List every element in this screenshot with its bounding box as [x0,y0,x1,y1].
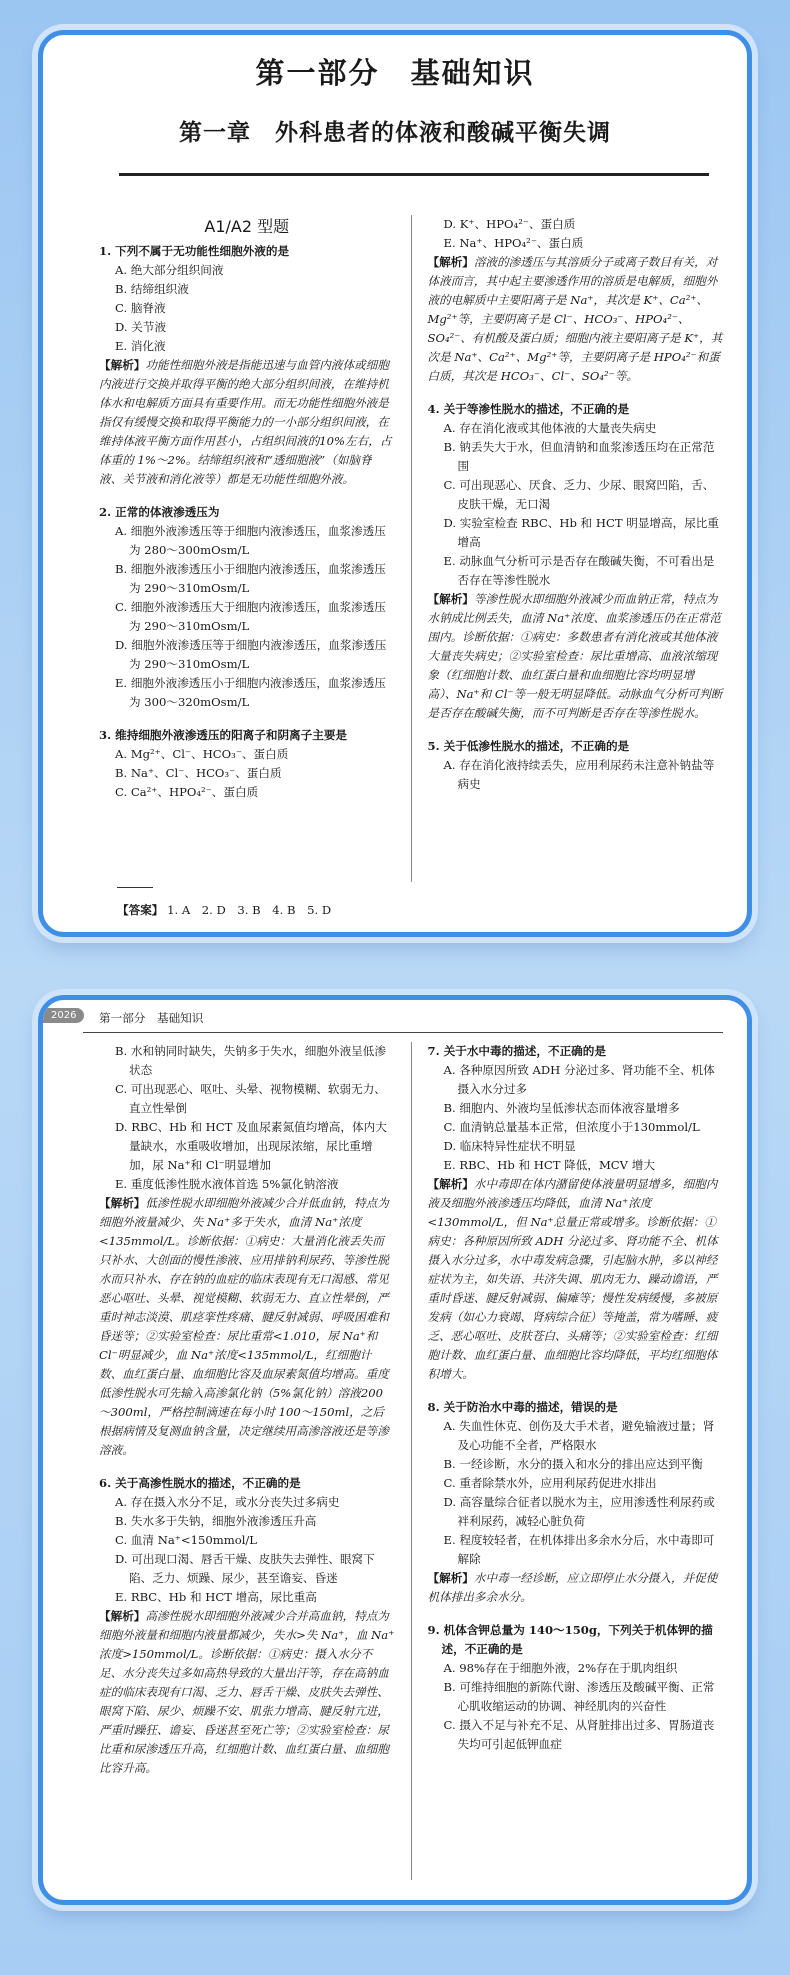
answer-tag: 【答案】 [117,903,164,917]
explanation [428,590,724,723]
question-stem: 3. 维持细胞外液渗透压的阳离子和阴离子主要是 [99,728,348,742]
answer-option: A. 细胞外液渗透压等于细胞内液渗透压，血浆渗透压为 280～300mOsm/L [115,524,386,557]
answer-key [117,902,331,918]
answer-option: C. 重者除禁水外，应用利尿药促进水排出 [443,1476,657,1490]
answer-option: C. 摄入不足与补充不足、从肾脏排出过多、胃肠道丧失均可引起低钾血症 [443,1718,715,1751]
page-card-2 [38,995,752,1905]
answer-option: B. 一经诊断，水分的摄入和水分的排出应达到平衡 [443,1457,703,1471]
answer-option: C. Ca²⁺、HPO₄²⁻、蛋白质 [115,785,259,799]
page1-left-questions [99,242,395,802]
answer-option: A. 各种原因所致 ADH 分泌过多、肾功能不全、机体摄入水分过多 [443,1063,715,1096]
answer-option: E. 消化液 [115,339,166,353]
explanation [99,1607,395,1778]
question [99,1474,395,1778]
question [428,1621,724,1754]
section-title: A1/A2 型题 [204,217,290,236]
question-stem: 9. 机体含钾总量为 140～150g，下列关于机体钾的描述，不正确的是 [427,1623,713,1656]
answer-option: E. 动脉血气分析可示是否存在酸碱失衡，不可看出是否存在等渗性脱水 [443,554,715,587]
answer-option: D. 细胞外液渗透压等于细胞内液渗透压，血浆渗透压为 290～310mOsm/L [115,638,387,671]
question-stem: 1. 下列不属于无功能性细胞外液的是 [99,244,290,258]
answer-option: A. 存在消化液或其他体液的大量丧失病史 [443,421,657,435]
question-stem: 2. 正常的体液渗透压为 [99,505,220,519]
explanation-text: 低渗性脱水即细胞外液减少合并低血钠，特点为细胞外液量减少、失 Na⁺多于失水，血清 Na⁺浓度<135mmol/L。诊断依据：①病史：大量消化液丢失而只补水、大创面的慢性渗液、应用排钠利尿药、等渗性脱水而只补水、存在钠的血症的临床表现有无口渴感、常见恶心呕吐、头晕、视觉模糊、软弱无力、直立性晕倒，严重时神志淡漠、肌痉挛性疼痛、腱反射减弱、呼吸困难和昏迷等；②实验室检查：尿比重常<1.010，尿 Na⁺和 Cl⁻明显减少，血 Na⁺浓度<135mmol/L，红细胞计数、血红蛋白量、血细胞比容及血尿素氮值均增高。重度低渗性脱水可先输入高渗氯化钠（5%氯化钠）溶液200～300ml，严格控制滴速在每小时 100～150ml，之后根据病情及复测血钠含量，决定继续用高渗溶液还是等渗溶液。 [99,1196,389,1457]
explanation [428,1569,724,1607]
explanation [428,1175,724,1384]
answer-option: C. 脑脊液 [115,301,166,315]
explanation-tag: 【解析】 [99,358,146,372]
answer-option: B. 钠丢失大于水，但血清钠和血浆渗透压均在正常范围 [443,440,715,473]
answer-option: D. 关节液 [115,320,167,334]
explanation-tag: 【解析】 [427,1571,474,1585]
running-header [43,1008,747,1030]
question [428,215,724,386]
answer-option: A. 绝大部分组织间液 [115,263,224,277]
page1-right-questions [428,215,724,794]
answer-option: B. 细胞外液渗透压小于细胞内液渗透压，血浆渗透压为 290～310mOsm/L [115,562,386,595]
question [99,1042,395,1460]
answer-option: D. 实验室检查 RBC、Hb 和 HCT 明显增高，尿比重增高 [443,516,719,549]
answer-option: A. 失血性休克、创伤及大手术者，避免输液过量；肾及心功能不全者，严格限水 [443,1419,715,1452]
answer-option: B. 失水多于失钠，细胞外液渗透压升高 [115,1514,317,1528]
question [428,400,724,723]
page2-left-column [99,1042,412,1880]
answer-option: D. RBC、Hb 和 HCT 及血尿素氮值均增高，体内大量缺水，水重吸收增加，出现尿浓缩，尿比重增加，尿 Na⁺和 Cl⁻明显增加 [115,1120,387,1172]
answer-option: D. 高容量综合征者以脱水为主，应用渗透性利尿药或袢利尿药，减轻心脏负荷 [443,1495,715,1528]
explanation-tag: 【解析】 [427,592,474,606]
chapter-title: 第一章 外科患者的体液和酸碱平衡失调 [179,119,611,146]
question [99,726,395,802]
page2-columns [99,1042,723,1880]
question-stem: 8. 关于防治水中毒的描述，错误的是 [427,1400,618,1414]
explanation-tag: 【解析】 [427,255,474,269]
explanation [99,356,395,489]
answer-divider [117,887,153,888]
question [428,1398,724,1607]
answer-option: E. Na⁺、HPO₄²⁻、蛋白质 [443,236,584,250]
explanation [428,253,724,386]
page1-left-column [99,215,412,882]
answer-option: E. RBC、Hb 和 HCT 增高，尿比重高 [115,1590,317,1604]
explanation-text: 水中毒一经诊断，应立即停止水分摄入，并促使机体排出多余水分。 [427,1571,718,1604]
answer-option: E. 程度较轻者，在机体排出多余水分后，水中毒即可解除 [443,1533,715,1566]
answer-option: C. 细胞外液渗透压大于细胞内液渗透压，血浆渗透压为 290～310mOsm/L [115,600,386,633]
page-badge: 2026 [43,1008,84,1023]
answer-option: E. 细胞外液渗透压小于细胞内液渗透压，血浆渗透压为 300～320mOsm/L [115,676,386,709]
explanation-text: 水中毒即在体内潴留使体液量明显增多，细胞内液及细胞外液渗透压均降低，血清 Na⁺浓度<130mmol/L，但 Na⁺总量正常或增多。诊断依据：①病史：各种原因所致 ADH 分泌过多、肾功能不全、机体摄入水分过多，水中毒发病急骤，引起脑水肿，多以神经症状为主，如失语、共济失调、肌肉无力、躁动谵语，严重时昏迷、腱反射减弱、偏瘫等；慢性发病缓慢，多被原发病（如心力衰竭、肾病综合征）等掩盖，常为嗜睡、疲乏、恶心呕吐、皮肤苍白、头痛等；②实验室检查：红细胞计数、血红蛋白量、血细胞比容均降低，平均红细胞体积增大。 [427,1177,718,1381]
explanation-text: 高渗性脱水即细胞外液减少合并高血钠，特点为细胞外液量和细胞内液量都减少，失水>失 Na⁺，血 Na⁺浓度>150mmol/L。诊断依据：①病史：摄入水分不足、水分丧失过多如高热导致的大量出汗等，存在高钠血症的临床表现有口渴、乏力、唇舌干燥、皮肤失去弹性、眼窝下陷、尿少、烦躁不安、肌张力增高、腱反射亢进，严重时躁狂、谵妄、昏迷甚至死亡等；②实验室检查：尿比重和尿渗透压升高，红细胞计数、血红蛋白量、血细胞比容升高。 [99,1609,395,1775]
explanation-tag: 【解析】 [427,1177,474,1191]
answer-option: C. 血清 Na⁺<150mmol/L [115,1533,258,1547]
answer-option: C. 可出现恶心、呕吐、头晕、视物模糊、软弱无力、直立性晕倒 [115,1082,386,1115]
answer-option: D. K⁺、HPO₄²⁻、蛋白质 [443,217,576,231]
answer-option: A. 98%存在于细胞外液，2%存在于肌肉组织 [443,1661,678,1675]
question [428,1042,724,1384]
answer-option: A. 存在消化液持续丢失，应用利尿药未注意补钠盐等病史 [443,758,715,791]
page2-right-column [412,1042,724,1880]
explanation-tag: 【解析】 [99,1609,146,1623]
page2-right-questions [428,1042,724,1754]
answer-option: B. 可维持细胞的新陈代谢、渗透压及酸碱平衡、正常心肌收缩运动的协调、神经肌肉的兴奋性 [443,1680,715,1713]
explanation-tag: 【解析】 [99,1196,146,1210]
question [99,242,395,489]
answer-option: B. 结缔组织液 [115,282,189,296]
question-stem: 4. 关于等渗性脱水的描述，不正确的是 [427,402,630,416]
explanation [99,1194,395,1460]
answer-option: D. 可出现口渴、唇舌干燥、皮肤失去弹性、眼窝下陷、乏力、烦躁、尿少，甚至谵妄、昏迷 [115,1552,375,1585]
explanation-text: 溶液的渗透压与其溶质分子或离子数目有关，对体液而言，其中起主要渗透作用的溶质是电解质，细胞外液的电解质中主要阳离子是 Na⁺，其次是 K⁺、Ca²⁺、Mg²⁺等，主要阴离子是 Cl⁻、HCO₃⁻、HPO₄²⁻、SO₄²⁻、有机酸及蛋白质；细胞内液主要阳离子是 K⁺，其次是 Na⁺、Ca²⁺、Mg²⁺等，主要阴离子是 HPO₄²⁻和蛋白质，其次是 HCO₃⁻、Cl⁻、SO₄²⁻等。 [427,255,723,383]
question-stem: 7. 关于水中毒的描述，不正确的是 [427,1044,606,1058]
page1-right-column [412,215,724,882]
answer-option: C. 血清钠总量基本正常，但浓度小于130mmol/L [443,1120,700,1134]
answer-option: E. 重度低渗性脱水液体首选 5%氯化钠溶液 [115,1177,339,1191]
header-text: 第一部分 基础知识 [99,1011,204,1025]
question [99,503,395,712]
answer-option: D. 临床特异性症状不明显 [443,1139,576,1153]
page1-columns [99,215,723,882]
question-stem: 5. 关于低渗性脱水的描述，不正确的是 [427,739,630,753]
answer-option: B. 水和钠同时缺失，失钠多于失水，细胞外液呈低渗状态 [115,1044,386,1077]
question [428,737,724,794]
explanation-text: 等渗性脱水即细胞外液减少而血钠正常，特点为水钠成比例丢失，血清 Na⁺浓度、血浆渗透压仍在正常范围内。诊断依据：①病史：多数患者有消化液或其他体液大量丧失病史；②实验室检查：尿比重增高、血液浓缩现象（红细胞计数、血红蛋白量和血细胞比容均明显增高）、Na⁺和 Cl⁻等一般无明显降低。动脉血气分析可判断是否存在酸碱失衡，而不可判断是否存在等渗性脱水。 [427,592,723,720]
answer-option: A. Mg²⁺、Cl⁻、HCO₃⁻、蛋白质 [115,747,289,761]
answer-option: C. 可出现恶心、厌食、乏力、少尿、眼窝凹陷，舌、皮肤干燥，无口渴 [443,478,715,511]
part-title: 第一部分 基础知识 [255,56,535,90]
explanation-text: 功能性细胞外液是指能迅速与血管内液体或细胞内液进行交换并取得平衡的绝大部分组织间液，在维持机体水和电解质方面具有重要作用。而无功能性细胞外液是指仅有缓慢交换和取得平衡能力的一小部分组织间液，在维持体液平衡方面作用甚小，占组织间液的10%左右，占体重的 1%～2%。结缔组织液和“透细胞液”（如脑脊液、关节液和消化液等）都是无功能性细胞外液。 [99,358,392,486]
question-stem: 6. 关于高渗性脱水的描述，不正确的是 [99,1476,301,1490]
answer-option: A. 存在摄入水分不足，或水分丧失过多病史 [115,1495,340,1509]
page-card-1 [38,30,752,937]
title-divider [119,173,709,176]
answer-option: E. RBC、Hb 和 HCT 降低，MCV 增大 [443,1158,655,1172]
answer-option: B. Na⁺、Cl⁻、HCO₃⁻、蛋白质 [115,766,282,780]
page2-left-questions [99,1042,395,1778]
answer-option: B. 细胞内、外液均呈低渗状态而体液容量增多 [443,1101,680,1115]
answer-values: 1. A 2. D 3. B 4. B 5. D [167,903,332,917]
header-divider [83,1032,723,1033]
